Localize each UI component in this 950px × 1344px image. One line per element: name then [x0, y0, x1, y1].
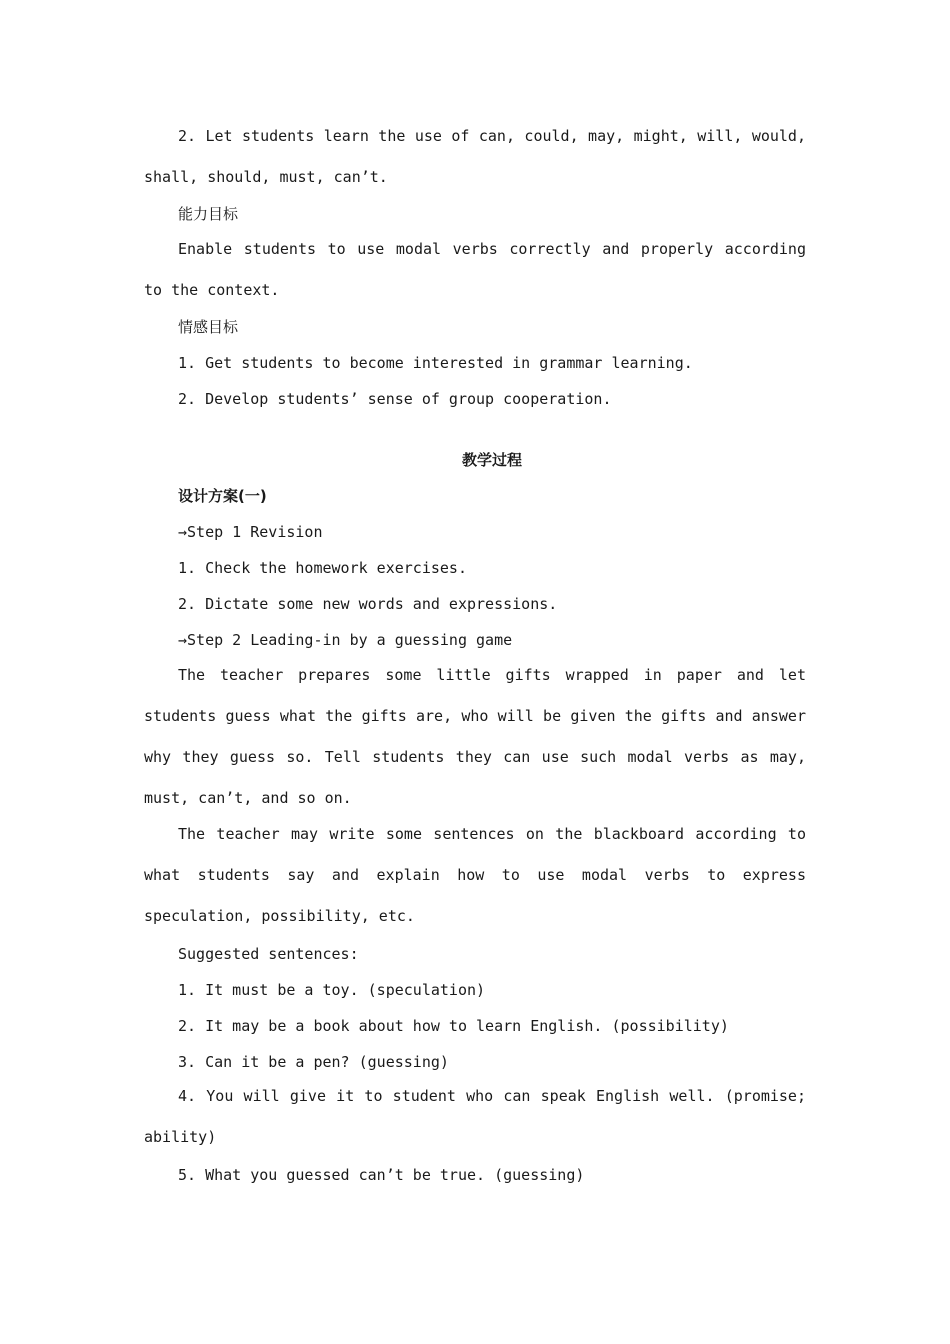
step-2-paragraph-1: The teacher prepares some little gifts wrapped in paper and let students guess what the gifts are, who will be given the gifts and answer why they guess so. Tell students they can use such modal verbs as may, must, can’t, and so on.: [144, 666, 806, 807]
suggested-sentence-1: 1. It must be a toy. (speculation): [178, 981, 486, 999]
emotion-goal-item-1: 1. Get students to become interested in grammar learning.: [178, 354, 693, 372]
suggested-sentence-3: 3. Can it be a pen? (guessing): [178, 1053, 449, 1071]
step-1-item-2: 2. Dictate some new words and expressions.: [178, 595, 558, 613]
section-ability-goal: 能力目标: [178, 205, 239, 223]
step-1-title: →Step 1 Revision: [178, 523, 323, 541]
step-1-item-1: 1. Check the homework exercises.: [178, 559, 467, 577]
heading-design-plan-1: 设计方案(一): [178, 487, 267, 505]
suggested-sentence-5: 5. What you guessed can’t be true. (guessing): [178, 1166, 585, 1184]
suggested-sentences-label: Suggested sentences:: [178, 945, 359, 963]
suggested-sentence-2: 2. It may be a book about how to learn English. (possibility): [178, 1017, 729, 1035]
suggested-sentence-4: 4. You will give it to student who can speak English well. (promise; ability): [144, 1087, 806, 1146]
ability-goal-text: Enable students to use modal verbs correctly and properly according to the context.: [144, 240, 806, 299]
emotion-goal-item-2: 2. Develop students’ sense of group cooperation.: [178, 390, 612, 408]
step-2-paragraph-2: The teacher may write some sentences on the blackboard according to what students say and explain how to use modal verbs to express speculation, possibility, etc.: [144, 825, 806, 925]
heading-teaching-process: 教学过程: [461, 451, 522, 469]
section-emotion-goal: 情感目标: [178, 318, 239, 336]
objective-item-2: 2. Let students learn the use of can, could, may, might, will, would, shall, should, must, can’t.: [144, 127, 806, 186]
step-2-title: →Step 2 Leading-in by a guessing game: [178, 631, 513, 649]
